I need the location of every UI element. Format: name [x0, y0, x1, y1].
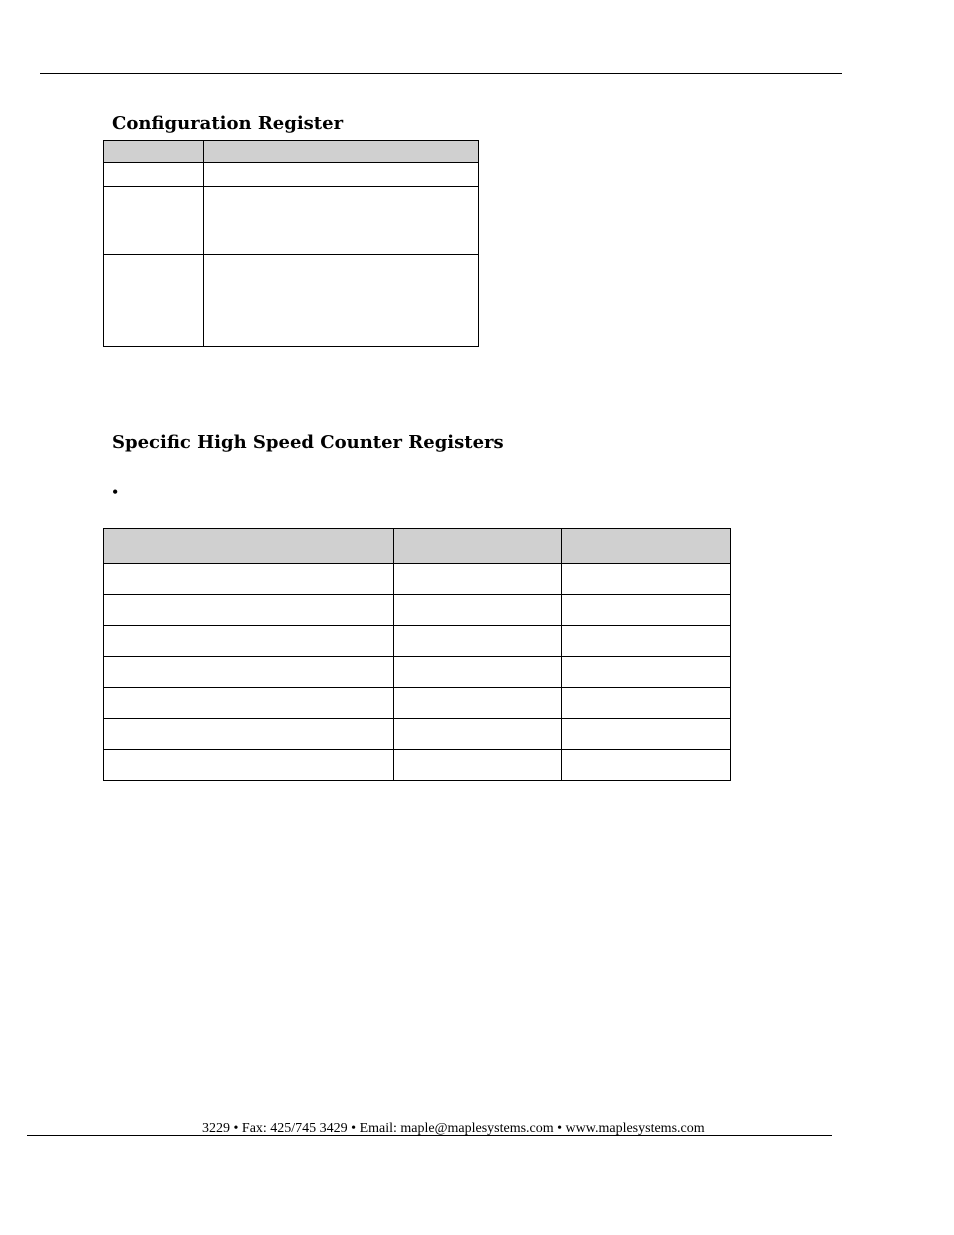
table-cell [204, 187, 479, 255]
table-cell [394, 688, 562, 719]
header-cell [104, 529, 394, 564]
configuration-register-table [103, 140, 479, 347]
footer-rule [27, 1135, 832, 1136]
header-cell [204, 141, 479, 163]
table-row [104, 688, 731, 719]
table-header-row [104, 141, 479, 163]
table-header-row [104, 529, 731, 564]
table-cell [394, 657, 562, 688]
table-row [104, 719, 731, 750]
table-row [104, 255, 479, 347]
footer-contact-text: 3229 • Fax: 425/745 3429 • Email: maple@maplesystems.com • www.maplesystems.com [202, 1121, 705, 1136]
table-cell [204, 255, 479, 347]
header-cell [562, 529, 731, 564]
table-row [104, 750, 731, 781]
table-cell [394, 719, 562, 750]
table-row [104, 657, 731, 688]
table-row [104, 163, 479, 187]
table-row [104, 187, 479, 255]
table-cell [104, 626, 394, 657]
table-cell [104, 255, 204, 347]
table-cell [104, 719, 394, 750]
table-cell [562, 750, 731, 781]
table-cell [394, 750, 562, 781]
header-cell [394, 529, 562, 564]
table-cell [104, 564, 394, 595]
table-cell [562, 688, 731, 719]
table-cell [204, 163, 479, 187]
table-row [104, 626, 731, 657]
table-cell [394, 626, 562, 657]
table-cell [104, 688, 394, 719]
table-cell [104, 750, 394, 781]
table-cell [562, 626, 731, 657]
table-row [104, 595, 731, 626]
hsc-registers-table [103, 528, 731, 781]
header-cell [104, 141, 204, 163]
table-cell [562, 719, 731, 750]
table-cell [104, 187, 204, 255]
table-cell [562, 595, 731, 626]
configuration-register-heading: Configuration Register [112, 113, 344, 134]
table-row [104, 564, 731, 595]
bullet-point: • [112, 482, 119, 502]
table-cell [394, 595, 562, 626]
table-cell [394, 564, 562, 595]
table-cell [562, 564, 731, 595]
hsc-registers-heading: Specific High Speed Counter Registers [112, 432, 504, 453]
header-rule [40, 73, 842, 74]
table-cell [104, 595, 394, 626]
table-cell [562, 657, 731, 688]
table-cell [104, 657, 394, 688]
table-cell [104, 163, 204, 187]
